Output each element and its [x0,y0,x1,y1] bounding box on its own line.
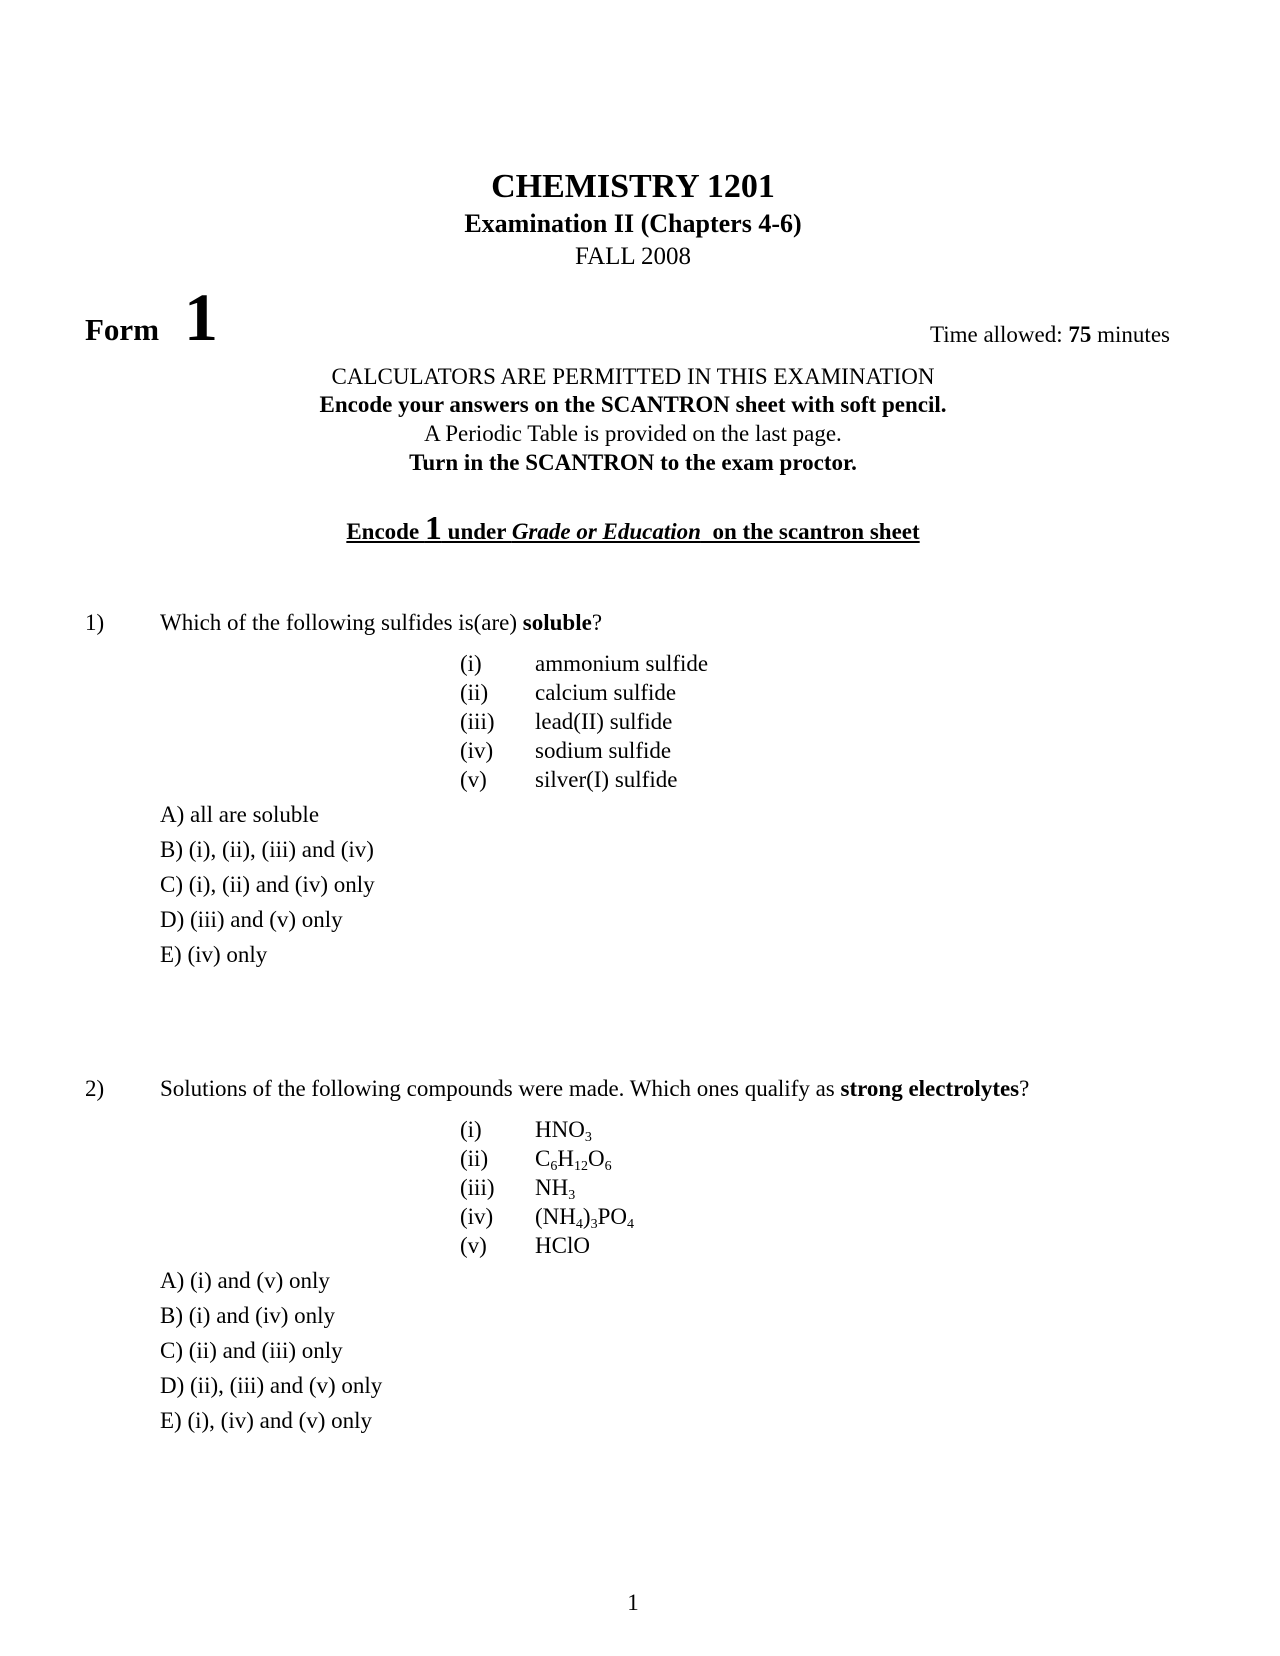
time-suffix: minutes [1091,322,1170,347]
question-2-item-formula [535,1175,575,1201]
question-1-item-label: (iii) [460,709,495,734]
formula-subscript: 12 [573,1159,588,1174]
formula-part: PO [597,1204,627,1229]
question-1-item-label: (iv) [460,738,494,763]
instruction-periodic-table: A Periodic Table is provided on the last page. [424,421,842,446]
question-1-item-label: (v) [460,767,487,792]
question-2-item-label: (v) [460,1233,487,1258]
formula-subscript: 6 [604,1159,612,1174]
time-prefix: Time allowed: [929,322,1069,347]
formula-part: NH [535,1175,569,1200]
formula-subscript: 6 [550,1159,558,1174]
formula-subscript: 3 [584,1130,592,1145]
formula-subscript: 4 [626,1217,634,1232]
question-1-text-bold: soluble [522,610,592,635]
encode-field: Grade or Education [511,519,701,544]
question-2-item-formula [535,1204,634,1230]
question-1-item-label: (i) [460,651,482,676]
formula-part: HClO [535,1233,590,1258]
formula-part: ) [582,1204,591,1229]
question-1-item-label: (ii) [460,680,489,705]
question-1-text-before: Which of the following sulfides is(are) [160,610,523,635]
formula-subscript: 3 [590,1217,598,1232]
question-1-answer-c: C) (i), (ii) and (iv) only [160,872,375,897]
question-1-item-text: lead(II) sulfide [535,709,673,734]
question-1-number: 1) [85,610,105,635]
question-1-answer-b: B) (i), (ii), (iii) and (iv) [160,837,374,862]
question-2-item-label: (ii) [460,1146,489,1171]
question-2-item-formula [535,1233,590,1259]
time-value: 75 [1068,322,1092,347]
question-2-number: 2) [85,1076,105,1101]
form-label: Form [85,312,160,347]
encode-instruction [0,510,1266,548]
page-number: 1 [627,1590,639,1615]
formula-part: O [587,1146,605,1171]
encode-middle: under [441,519,512,544]
question-1-answer-d: D) (iii) and (v) only [160,907,343,932]
question-2-text-before: Solutions of the following compounds were made. Which ones qualify as [160,1076,841,1101]
question-2-item-label: (iii) [460,1175,495,1200]
question-2-answer-c: C) (ii) and (iii) only [160,1338,343,1363]
encode-suffix: on the scantron sheet [700,519,920,544]
question-2-text [160,1076,1029,1102]
question-2-answer-a: A) (i) and (v) only [160,1268,330,1293]
time-allowed [930,322,1170,348]
question-2-text-bold: strong electrolytes [840,1076,1020,1101]
instruction-calculators: CALCULATORS ARE PERMITTED IN THIS EXAMINATION [331,364,935,389]
encode-number: 1 [424,510,442,547]
question-1-text [160,610,602,636]
question-1-text-after: ? [591,610,603,635]
formula-subscript: 3 [568,1188,576,1203]
question-1-answer-e: E) (iv) only [160,942,268,967]
question-2-answer-d: D) (ii), (iii) and (v) only [160,1373,383,1398]
formula-part: (NH [535,1204,576,1229]
encode-prefix: Encode [346,519,425,544]
question-1-answer-a: A) all are soluble [160,802,320,827]
formula-part: H [557,1146,574,1171]
form-number: 1 [184,279,218,355]
question-1-item-text: sodium sulfide [535,738,672,763]
exam-subtitle: Examination II (Chapters 4-6) [464,209,802,238]
formula-part: HNO [535,1117,585,1142]
formula-subscript: 4 [575,1217,583,1232]
instruction-encode-answers: Encode your answers on the SCANTRON sheet with soft pencil. [319,392,947,417]
instruction-turn-in: Turn in the SCANTRON to the exam proctor. [409,450,857,475]
exam-term: FALL 2008 [575,243,691,270]
question-1-item-text: calcium sulfide [535,680,677,705]
question-2-item-label: (i) [460,1117,482,1142]
question-2-text-after: ? [1019,1076,1030,1101]
question-2-answer-b: B) (i) and (iv) only [160,1303,336,1328]
exam-title: CHEMISTRY 1201 [491,168,775,205]
question-2-answer-e: E) (i), (iv) and (v) only [160,1408,373,1433]
question-1-item-text: silver(I) sulfide [535,767,678,792]
question-1-item-text: ammonium sulfide [535,651,709,676]
question-2-item-formula [535,1117,592,1143]
formula-part: C [535,1146,551,1171]
question-2-item-label: (iv) [460,1204,494,1229]
question-2-item-formula [535,1146,612,1172]
